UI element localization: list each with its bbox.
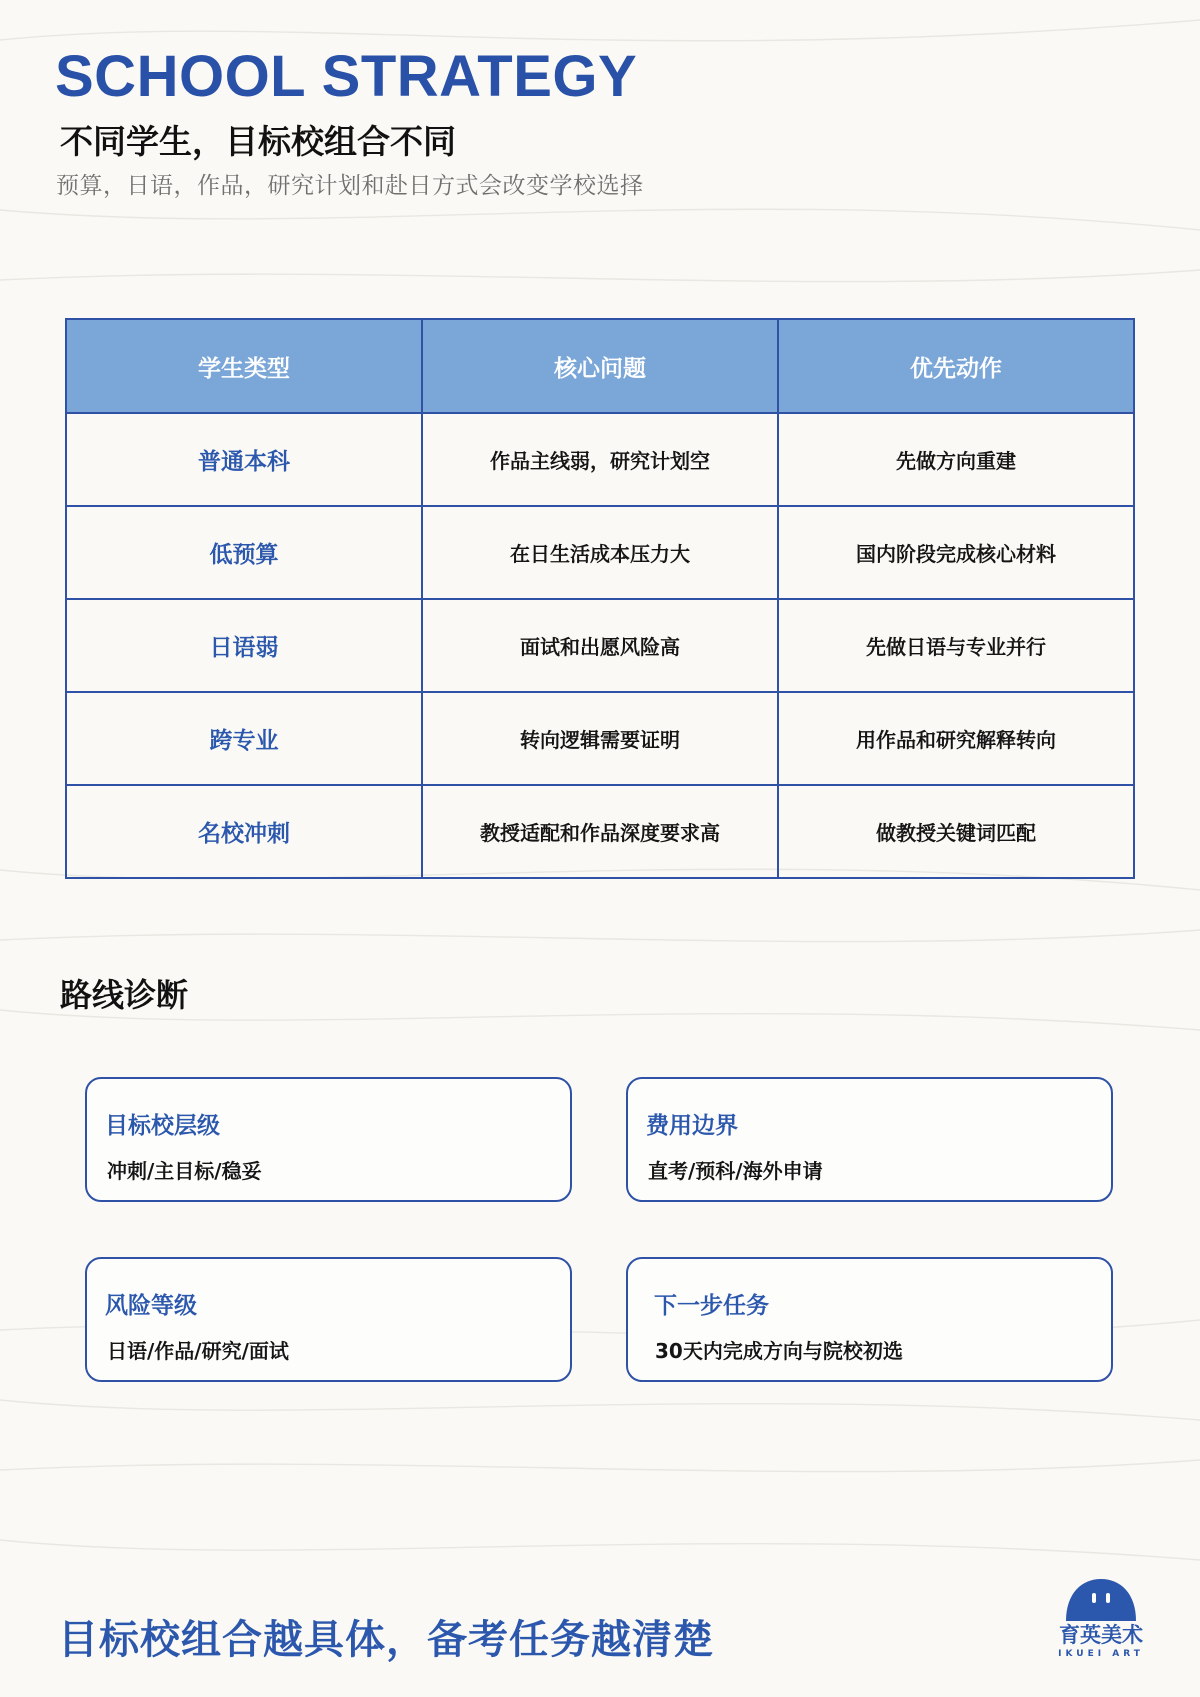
student-type-cell: 名校冲刺 (66, 785, 422, 878)
footer-slogan: 目标校组合越具体，备考任务越清楚 (58, 1617, 714, 1663)
brand-logo (1054, 1573, 1148, 1663)
card-value: 冲刺/主目标/稳妥 (107, 1159, 262, 1183)
page-title: SCHOOL STRATEGY (55, 44, 638, 109)
core-problem-cell: 在日生活成本压力大 (422, 506, 778, 599)
student-type-cell: 跨专业 (66, 692, 422, 785)
page-description: 预算，日语，作品，研究计划和赴日方式会改变学校选择 (56, 173, 644, 199)
priority-action-cell: 先做日语与专业并行 (778, 599, 1134, 692)
priority-action-cell: 做教授关键词匹配 (778, 785, 1134, 878)
column-header-student-type: 学生类型 (66, 319, 422, 413)
table-row (66, 506, 1134, 599)
logo-name: 育英美术 (1059, 1623, 1143, 1647)
card-value: 30天内完成方向与院校初选 (655, 1339, 903, 1363)
core-problem-cell: 面试和出愿风险高 (422, 599, 778, 692)
table-header-row (66, 319, 1134, 413)
table-row (66, 413, 1134, 506)
column-header-priority-action: 优先动作 (778, 319, 1134, 413)
priority-action-cell: 国内阶段完成核心材料 (778, 506, 1134, 599)
core-problem-cell: 教授适配和作品深度要求高 (422, 785, 778, 878)
table-row (66, 599, 1134, 692)
diagnosis-card-next-task (626, 1257, 1113, 1382)
student-type-cell: 日语弱 (66, 599, 422, 692)
page-subtitle: 不同学生，目标校组合不同 (60, 122, 456, 161)
diagnosis-card-cost-boundary (626, 1077, 1113, 1202)
card-title: 费用边界 (646, 1113, 738, 1139)
card-value: 直考/预科/海外申请 (648, 1159, 823, 1183)
priority-action-cell: 先做方向重建 (778, 413, 1134, 506)
card-title: 目标校层级 (105, 1113, 220, 1139)
card-value: 日语/作品/研究/面试 (107, 1339, 289, 1363)
diagnosis-card-target-tier (85, 1077, 572, 1202)
card-title: 下一步任务 (654, 1293, 769, 1319)
core-problem-cell: 作品主线弱，研究计划空 (422, 413, 778, 506)
logo-subtext: IKUEI ART (1058, 1649, 1144, 1659)
student-type-cell: 普通本科 (66, 413, 422, 506)
mascot-icon (1054, 1573, 1148, 1625)
card-title: 风险等级 (105, 1293, 197, 1319)
student-type-cell: 低预算 (66, 506, 422, 599)
diagnosis-card-risk-level (85, 1257, 572, 1382)
priority-action-cell: 用作品和研究解释转向 (778, 692, 1134, 785)
strategy-table (65, 318, 1135, 879)
diagnosis-section-title: 路线诊断 (60, 976, 189, 1014)
column-header-core-problem: 核心问题 (422, 319, 778, 413)
table-row (66, 785, 1134, 878)
table-row (66, 692, 1134, 785)
core-problem-cell: 转向逻辑需要证明 (422, 692, 778, 785)
